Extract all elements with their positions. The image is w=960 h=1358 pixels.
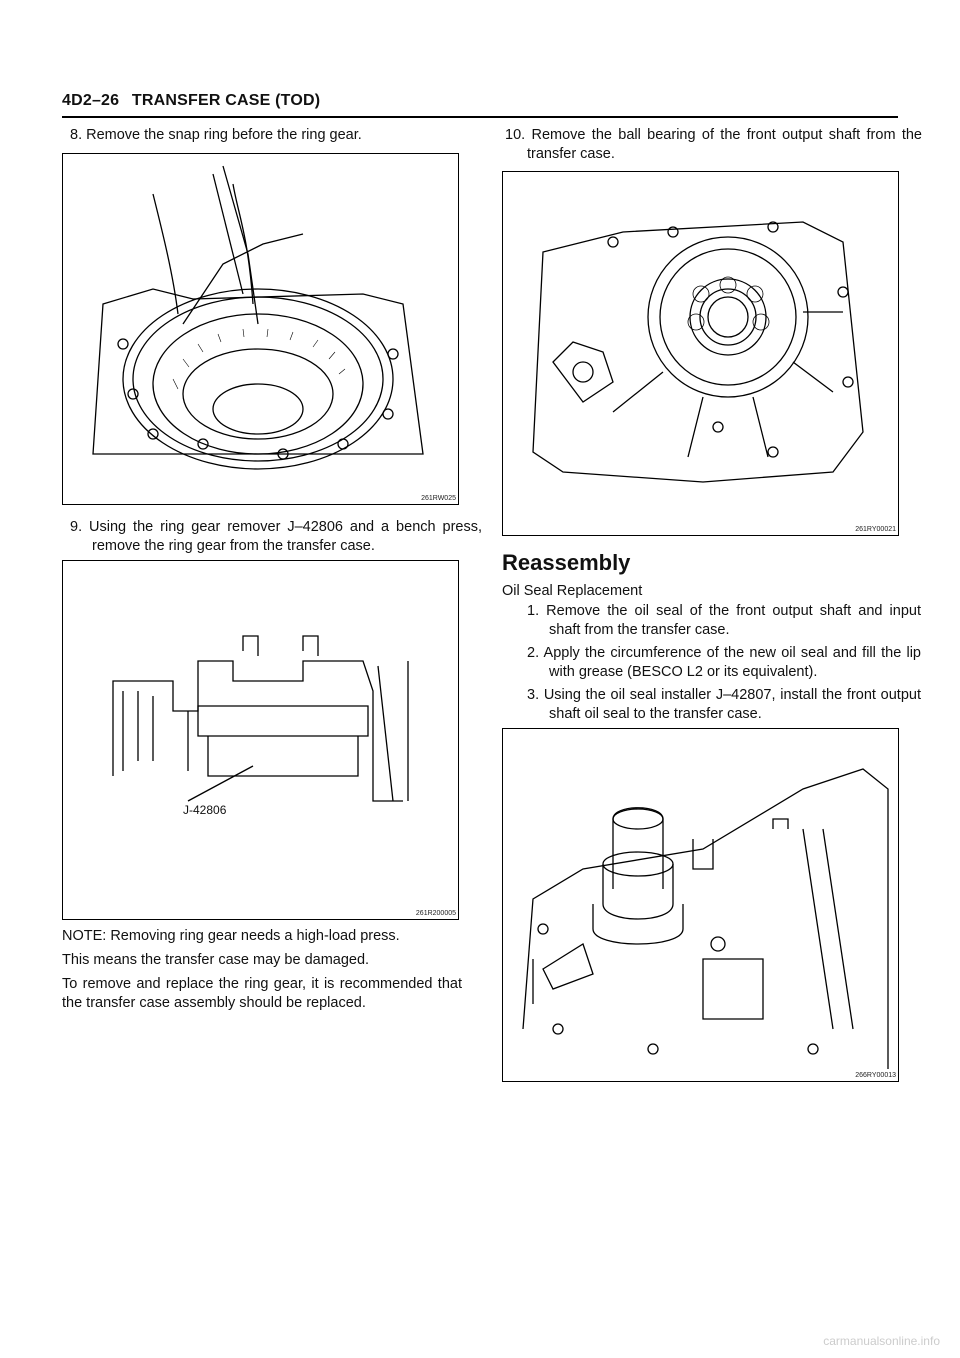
step-1: 1. Remove the oil seal of the front output shaft and input shaft from the transfer case. [527, 603, 921, 638]
figure-ball-bearing [502, 171, 899, 536]
ring-gear-remover-illustration [63, 561, 458, 919]
figure-caption: 261R200005 [415, 910, 456, 917]
step-2: 2. Apply the circumference of the new oil seal and fill the lip with grease (BESCO L2 or its equivalent). [527, 645, 921, 680]
watermark-link[interactable]: carmanualsonline.info [823, 1334, 940, 1348]
section-heading: Reassembly [502, 550, 631, 575]
note-line-1: NOTE: Removing ring gear needs a high-load press. [62, 928, 400, 944]
note-line-3: To remove and replace the ring gear, it is recommended that the transfer case assembly should be replaced. [62, 976, 462, 1011]
tool-label: J-42806 [183, 803, 227, 817]
step-10: 10. Remove the ball bearing of the front output shaft from the transfer case. [505, 127, 922, 162]
page-header [62, 92, 320, 110]
ball-bearing-illustration [503, 172, 898, 535]
oil-seal-installer-illustration [503, 729, 898, 1081]
note-line-2: This means the transfer case may be damaged. [62, 952, 370, 968]
figure-caption: 261RW025 [421, 495, 456, 502]
subheading: Oil Seal Replacement [502, 583, 643, 599]
section-title: TRANSFER CASE (TOD) [131, 92, 321, 109]
figure-oil-seal-installer [502, 728, 899, 1082]
step-9: 9. Using the ring gear remover J–42806 and a bench press, remove the ring gear from the transfer case. [70, 519, 482, 554]
figure-ring-gear-remover [62, 560, 459, 920]
step-8: 8. Remove the snap ring before the ring gear. [70, 127, 362, 143]
snap-ring-illustration [63, 154, 458, 504]
section-number: 4D2–26 [62, 92, 120, 109]
figure-caption: 266RY00013 [855, 1072, 896, 1079]
header-rule [62, 116, 898, 118]
figure-snap-ring [62, 153, 459, 505]
figure-caption: 261RY00021 [855, 526, 896, 533]
step-3: 3. Using the oil seal installer J–42807, install the front output shaft oil seal to the transfer case. [527, 687, 921, 722]
